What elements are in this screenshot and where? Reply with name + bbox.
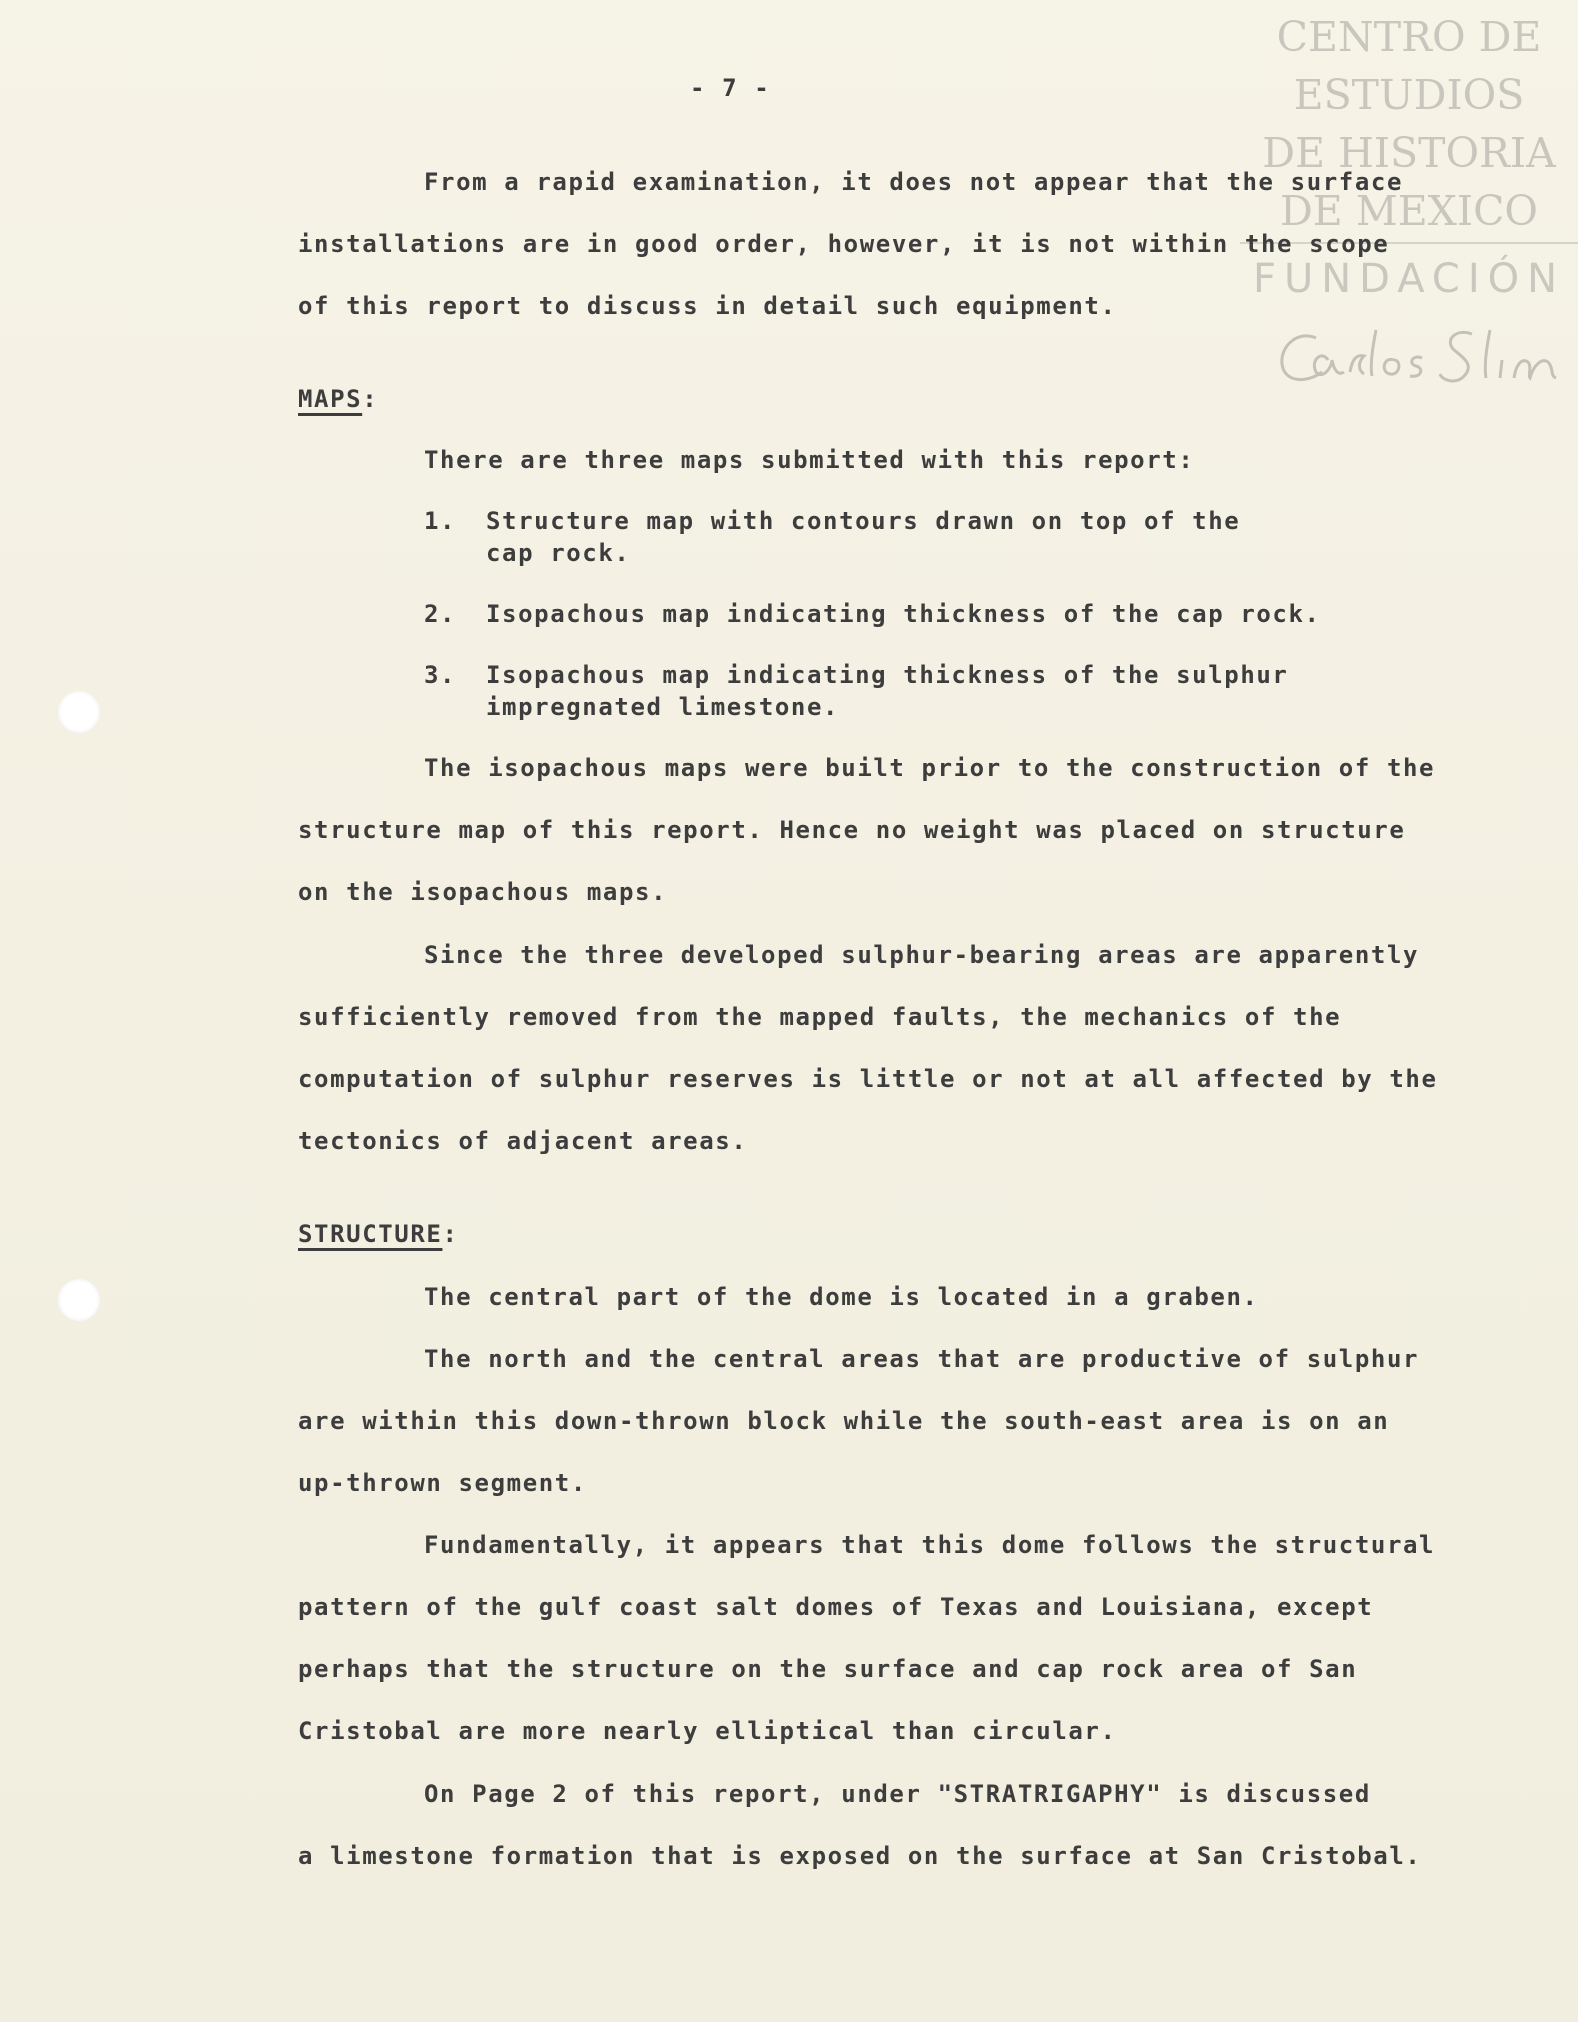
paragraph-line: Cristobal are more nearly elliptical than circular. [298, 1717, 1117, 1745]
paragraph-line: The isopachous maps were built prior to the construction of the [424, 754, 1436, 782]
paragraph-line: pattern of the gulf coast salt domes of Texas and Louisiana, except [298, 1593, 1374, 1621]
list-item-line: Isopachous map indicating thickness of the cap rock. [486, 600, 1321, 628]
watermark-foundation: FUNDACIÓN [1252, 256, 1566, 302]
paragraph-line: Fundamentally, it appears that this dome follows the structural [424, 1531, 1436, 1559]
paragraph-line: sufficiently removed from the mapped faults, the mechanics of the [298, 1003, 1342, 1031]
paragraph-line: perhaps that the structure on the surface and cap rock area of San [298, 1655, 1358, 1683]
list-item-line: Isopachous map indicating thickness of the sulphur [486, 661, 1289, 689]
section-heading-text: MAPS [298, 385, 363, 413]
watermark-line: CENTRO DE [1276, 13, 1542, 61]
list-number: 2. [424, 600, 457, 628]
paragraph-line: of this report to discuss in detail such equipment. [298, 292, 1117, 320]
paragraph-line: up-thrown segment. [298, 1469, 587, 1497]
paragraph-line: From a rapid examination, it does not appear that the surface [424, 168, 1404, 196]
list-item-line: Structure map with contours drawn on top of the [486, 507, 1241, 535]
section-heading-structure: STRUCTURE: [298, 1220, 459, 1248]
paragraph-line: There are three maps submitted with this report: [424, 446, 1195, 474]
page-number: - 7 - [690, 74, 771, 102]
watermark-line: DE HISTORIA [1262, 129, 1556, 177]
paragraph-line: The north and the central areas that are productive of sulphur [424, 1345, 1420, 1373]
paragraph-line: a limestone formation that is exposed on the surface at San Cristobal. [298, 1842, 1422, 1870]
watermark-line: DE MEXICO [1279, 187, 1539, 235]
paragraph-line: are within this down-thrown block while the south-east area is on an [298, 1407, 1390, 1435]
list-item-line: cap rock. [486, 539, 631, 567]
archive-watermark [1240, 8, 1578, 240]
punch-hole-upper [58, 691, 100, 733]
paragraph-line: structure map of this report. Hence no weight was placed on structure [298, 816, 1406, 844]
section-heading-text: STRUCTURE [298, 1220, 443, 1248]
paragraph-line: on the isopachous maps. [298, 878, 668, 906]
paragraph-line: The central part of the dome is located in a graben. [424, 1283, 1259, 1311]
list-item-line: impregnated limestone. [486, 693, 840, 721]
paragraph-line: installations are in good order, however, it is not within the scope [298, 230, 1390, 258]
paragraph-line: Since the three developed sulphur-bearing areas are apparently [424, 941, 1420, 969]
paragraph-line: tectonics of adjacent areas. [298, 1127, 748, 1155]
section-heading-maps: MAPS: [298, 385, 379, 413]
paragraph-line: On Page 2 of this report, under "STRATRIGAPHY" is discussed [424, 1780, 1371, 1808]
watermark-line: ESTUDIOS [1293, 71, 1525, 119]
list-number: 1. [424, 507, 457, 535]
punch-hole-lower [58, 1279, 100, 1321]
list-number: 3. [424, 661, 457, 689]
paragraph-line: computation of sulphur reserves is little or not at all affected by the [298, 1065, 1438, 1093]
watermark-signature-logo [1272, 316, 1572, 396]
